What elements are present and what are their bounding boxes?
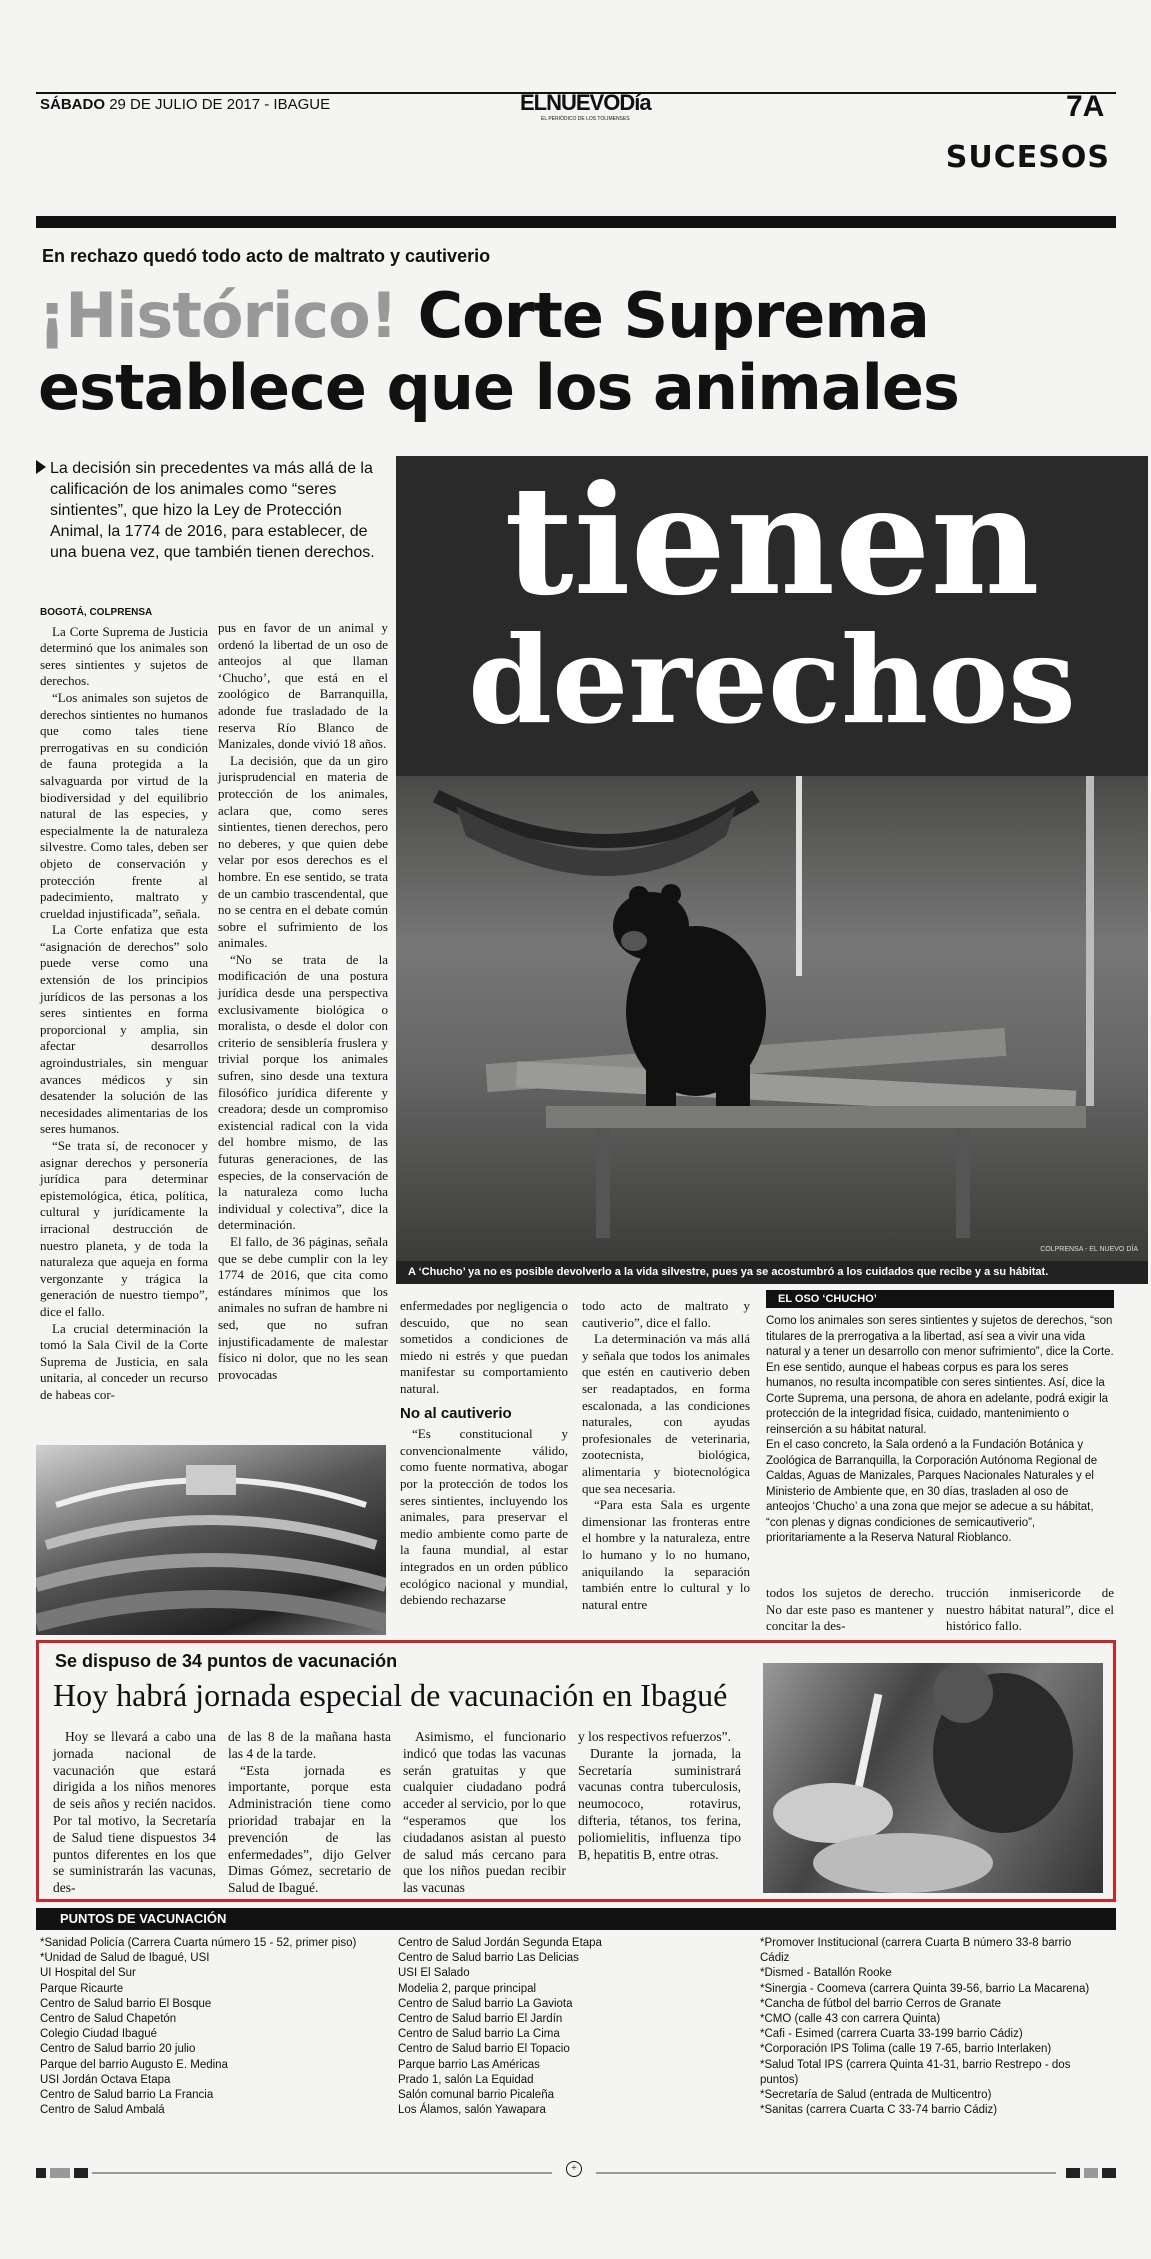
lead-kicker: En rechazo quedó todo acto de maltrato y cautiverio xyxy=(42,246,491,266)
vaccination-column-4 xyxy=(578,1729,741,1863)
list-item: *Secretaría de Salud (entrada de Multicentro) xyxy=(760,2089,992,2102)
vaccine-illustration xyxy=(763,1663,1103,1893)
lead-column-4 xyxy=(582,1298,750,1613)
page-number: 7A xyxy=(1066,90,1105,123)
list-item: Centro de Salud Jordán Segunda Etapa xyxy=(398,1937,602,1949)
list-item: Centro de Salud barrio El Topacio xyxy=(398,2043,570,2056)
list-item: Centro de Salud barrio La Cima xyxy=(398,2028,560,2041)
puntos-list-3 xyxy=(760,1936,1116,2118)
paragraph: y los respectivos refuerzos”. xyxy=(578,1729,731,1744)
lead-photo-panel xyxy=(396,456,1148,1284)
list-item: Los Álamos, salón Yawapara xyxy=(398,2104,546,2117)
list-item: Parque barrio Las Américas xyxy=(398,2058,540,2071)
headline-rest: Corte Suprema establece que los animales xyxy=(38,279,959,424)
list-item: *Corporación IPS Tolima (calle 19 7-65, barrio Interlaken) xyxy=(760,2043,1052,2056)
vaccination-column-3 xyxy=(403,1729,566,1897)
puntos-list-2 xyxy=(398,1936,738,2118)
paragraph: trucción inmisericorde de nuestro hábitat natural”, dice el histórico fallo. xyxy=(946,1585,1114,1634)
lead-headline xyxy=(38,280,1118,424)
list-item: Centro de Salud barrio La Francia xyxy=(40,2089,214,2102)
puntos-list-1 xyxy=(40,1936,390,2118)
crosshair-icon: + xyxy=(566,2161,582,2177)
paragraph: Durante la jornada, la Secretaría suministrará vacunas contra tuberculosis, neumococo, rotavirus, difteria, tétanos, tos ferina, poliomielitis, influenza tipo B, hepatitis B, entre otras. xyxy=(578,1745,741,1862)
paragraph: “Los animales son sujetos de derechos sintientes no humanos que como tales tiene prerrogativas en su condición de fauna protegida a la salvaguarda por virtud de la biodiversidad y del equilibrio natural de las especies, y especialmente la de naturaleza silvestre. Como tales, deben ser objeto de conservación y protección frente al padecimiento, maltrato y crueldad injustificada”, señala. xyxy=(40,689,208,921)
list-item: Centro de Salud barrio La Gaviota xyxy=(398,1997,573,2010)
sidebar-paragraph: En ese sentido, aunque el habeas corpus es para los seres humanos, no resulta incompatible con seres sintientes. Así, dice la Corte Suprema, una persona, de ahora en adelante, podrá exigir la protección de la integridad física, cuidado, mantenimiento o reinserción a su hábitat natural. xyxy=(766,1361,1109,1436)
sidebar-paragraph: Como los animales son seres sintientes y sujetos de derechos, “son titulares de la prerrogativa a la libertad, así sea a vivir una vida natural y a tener un desarrollo con menor sufrimiento”, dice la Corte. xyxy=(766,1315,1114,1358)
list-item: *Sinergia - Coomeva (carrera Quinta 39-56, barrio La Macarena) xyxy=(760,1982,1090,1995)
sidebar-body xyxy=(766,1314,1114,1547)
paragraph: todo acto de maltrato y cautiverio”, dice el fallo. xyxy=(582,1298,750,1330)
photo-caption: A ‘Chucho’ ya no es posible devolverlo a la vida silvestre, pues ya se acostumbró a los cuidados que recibe y a su hábitat. xyxy=(396,1261,1148,1284)
paragraph: “Es constitucional y convencionalmente válido, como fuente normativa, abogar por la protección de todos los seres sintientes, incluyendo los animales, para preservar el medio ambiente como parte de la fauna mundial, al estar integrados en un orden público ecológico nacional y mundial, debiendo rechazarse xyxy=(400,1426,568,1608)
list-item: *Cafi - Esimed (carrera Cuarta 33-199 barrio Cádiz) xyxy=(760,2028,1023,2041)
list-item: *Unidad de Salud de Ibagué, USI xyxy=(40,1952,210,1965)
list-item: Prado 1, salón La Equidad xyxy=(398,2073,534,2086)
list-item: Parque Ricaurte xyxy=(40,1982,124,1995)
list-item: *Sanidad Policía (Carrera Cuarta número 15 - 52, primer piso) xyxy=(40,1937,357,1949)
lead-column-3 xyxy=(400,1298,568,1609)
vaccination-story-box xyxy=(36,1640,1116,1902)
paragraph: de las 8 de la mañana hasta las 4 de la tarde. xyxy=(228,1729,391,1761)
section-rule xyxy=(36,216,1116,228)
list-item: puntos) xyxy=(760,2073,799,2086)
list-item: Centro de Salud Chapetón xyxy=(40,2013,177,2026)
subheading-no-al-cautiverio: No al cautiverio xyxy=(400,1404,512,1422)
paragraph: “No se trata de la modificación de una postura jurídica desde una perspectiva exclusivamente biológica o moralista, o desde el dolor con criterio de sensiblería fruslera y trivial porque los animales sufren, sino desde una textura filosófico jurídica diferente y creadora; desde un compromiso existencial radical con la vida del hombre mismo, de las futuras generaciones, de las especies, de la conservación de la naturaleza como lucha individual y colectiva”, dice la determinación. xyxy=(218,951,388,1233)
byline: BOGOTÁ, COLPRENSA xyxy=(40,607,153,618)
newspaper-logo: ELNUEVODía EL PERIÓDICO DE LOS TOLIMENSES xyxy=(520,90,651,122)
big-word-derechos: derechos xyxy=(468,610,1076,751)
big-word-tienen: tienen xyxy=(504,456,1040,629)
bear-illustration xyxy=(396,776,1148,1261)
paragraph: Asimismo, el funcionario indicó que todas las vacunas serán gratuitas y que cualquier ciudadano podrá acceder al servicio, por lo que “esperamos que los ciudadanos asistan al puesto de salud más cercano para que los niños puedan recibir las vacunas xyxy=(403,1729,566,1896)
paragraph: “Se trata sí, de reconocer y asignar derechos y personería jurídica para determinar epistemológica, ética, política, cultural y jurídicamente la irracional destrucción de nuestro planeta, y de toda la naturaleza que aqueja en forma vergonzante y trágica la generación de nuestro tiempo”, dice el fallo. xyxy=(40,1138,208,1319)
paragraph: La crucial determinación la tomó la Sala Civil de la Corte Suprema de Justicia, en sala unitaria, al conceder un recurso de habeas cor- xyxy=(40,1320,208,1402)
list-item: Colegio Ciudad Ibagué xyxy=(40,2028,158,2041)
list-item: UI Hospital del Sur xyxy=(40,1967,136,1980)
sidebar-oso-chucho xyxy=(766,1290,1114,1640)
list-item: *Sanitas (carrera Cuarta C 33-74 barrio Cádiz) xyxy=(760,2104,998,2117)
paragraph: enfermedades por negligencia o descuido, que no sean sometidos a condiciones de miedo ni estrés y que puedan manifestar su comportamiento natural. xyxy=(400,1298,568,1396)
lead-summary: La decisión sin precedentes va más allá de la calificación de los animales como “seres sintientes”, que hizo la Ley de Protección Animal, la 1774 de 2016, para establecer, de una buena vez, que también tienen derechos. xyxy=(50,460,375,561)
list-item: Centro de Salud barrio El Bosque xyxy=(40,1997,212,2010)
sidebar-paragraph: En el caso concreto, la Sala ordenó a la Fundación Botánica y Zoológica de Barranquilla, la Corporación Autónoma Regional de Caldas, Aguas de Manizales, Parques Nacionales Naturales y el Ministerio de Ambiente que, en 30 días, trasladen al oso de anteojos ‘Chucho’ a una zona que mejor se adecue a su hábitat, “con plenas y dignas condiciones de semicautiverio”, prioritariamente a la Reserva Natural Rioblanco. xyxy=(766,1439,1098,1544)
photo-credit: COLPRENSA - EL NUEVO DÍA xyxy=(1040,1246,1138,1253)
vaccination-column-1 xyxy=(53,1729,216,1897)
vaccination-photo xyxy=(763,1663,1103,1893)
paragraph: La decisión, que da un giro jurisprudencial en materia de protección de los animales, aclara que, como seres sintientes, tienen derechos, pero no deberes, y que quien debe velar por esos derechos es el hombre. En ese sentido, se trata de un cambio trascendental, que no se centra en el debate común sobre el sufrimiento de los animales. xyxy=(218,752,388,951)
list-item: Centro de Salud Ambalá xyxy=(40,2104,165,2117)
bear-photo xyxy=(396,776,1148,1261)
lead-column-1 xyxy=(40,605,208,1404)
list-item: USI El Salado xyxy=(398,1967,470,1980)
list-item: Centro de Salud barrio El Jardín xyxy=(398,2013,563,2026)
sidebar-label: EL OSO ‘CHUCHO’ xyxy=(766,1290,1114,1308)
list-item: Centro de Salud barrio Las Delicias xyxy=(398,1952,579,1965)
paragraph: “Esta jornada es importante, porque esta Administración tiene como prioridad trabajar en la prevención de las enfermedades”, dijo Gelver Dimas Gómez, secretario de Salud de Ibagué. xyxy=(228,1762,391,1896)
list-item: USI Jordán Octava Etapa xyxy=(40,2073,171,2086)
list-item: *Promover Institucional (carrera Cuarta B número 33-8 barrio xyxy=(760,1937,1072,1949)
puntos-label: PUNTOS DE VACUNACIÓN xyxy=(36,1908,1116,1930)
list-item: Parque del barrio Augusto E. Medina xyxy=(40,2058,228,2071)
list-item: *Cancha de fútbol del barrio Cerros de Granate xyxy=(760,1997,1002,2010)
section-title: SUCESOS xyxy=(945,140,1110,175)
paragraph: “Para esta Sala es urgente dimensionar las fronteras entre el hombre y la naturaleza, entre lo humano y lo no humano, aniquilando la separación también entre lo cultural y lo natural entre xyxy=(582,1497,750,1612)
triangle-bullet-icon xyxy=(36,460,46,474)
paragraph: El fallo, de 36 páginas, señala que se debe cumplir con la ley 1774 de 2016, que cita como estándares mínimos que los animales no sufran de hambre ni sed, que no sufran injustificadamente de malestar físico ni dolor, que no les sean provocadas xyxy=(218,1233,388,1382)
vaccination-column-2 xyxy=(228,1729,391,1897)
paragraph: La Corte enfatiza que esta “asignación de derechos” solo puede verse como una extensión de los principios jurídicos de las personas a los seres sintientes en forma proporcional y amplia, sin afectar desarrollos agroindustriales, sin menguar avances médicos y sin desatender la solución de las necesidades alimentarias de los seres humanos. xyxy=(40,922,208,1137)
list-item: Salón comunal barrio Picaleña xyxy=(398,2089,554,2102)
lead-column-2 xyxy=(218,620,388,1383)
chamber-illustration xyxy=(36,1445,386,1635)
paragraph: La Corte Suprema de Justicia determinó que los animales son seres sintientes y sujetos de derechos. xyxy=(40,623,208,689)
list-item: Modelia 2, parque principal xyxy=(398,1982,537,1995)
list-item: *CMO (calle 43 con carrera Quinta) xyxy=(760,2013,941,2026)
paragraph: La determinación va más allá y señala que todos los animales que estén en cautiverio deben ser readaptados, en forma escalonada, a las condiciones naturales, con ayudas profesionales de veterinaria, zootecnista, biológica, alimentaria y biotecnológica que sea necesaria. xyxy=(582,1331,750,1496)
paragraph: Hoy se llevará a cabo una jornada nacional de vacunación que estará dirigida a los niños menores de seis años y recién nacidos. Por tal motivo, la Secretaría de Salud tiene dispuestos 34 puntos diferentes en los que se suministrarán las vacunas, des- xyxy=(53,1729,216,1896)
paragraph: pus en favor de un animal y ordenó la libertad de un oso de anteojos al que llaman ‘Chucho’, que está en el zoológico de Barranquilla, adonde fue trasladado de la reserva Río Blanco de Manizales, donde vivió 18 años. xyxy=(218,620,388,752)
court-chamber-photo xyxy=(36,1445,386,1635)
headline-highlight: ¡Histórico! xyxy=(38,279,398,352)
paragraph: todos los sujetos de derecho. No dar este paso es mantener y concitar la des- xyxy=(766,1585,934,1634)
list-item: Cádiz xyxy=(760,1952,790,1965)
list-item: Centro de Salud barrio 20 julio xyxy=(40,2043,196,2056)
list-item: *Dismed - Batallón Rooke xyxy=(760,1967,892,1980)
edition-date: SÁBADO 29 DE JULIO DE 2017 - IBAGUE xyxy=(40,96,331,113)
list-item: *Salud Total IPS (carrera Quinta 41-31, barrio Restrepo - dos xyxy=(760,2058,1071,2071)
vaccination-kicker: Se dispuso de 34 puntos de vacunación xyxy=(55,1651,398,1671)
vaccination-title: Hoy habrá jornada especial de vacunación en Ibagué xyxy=(53,1677,728,1713)
